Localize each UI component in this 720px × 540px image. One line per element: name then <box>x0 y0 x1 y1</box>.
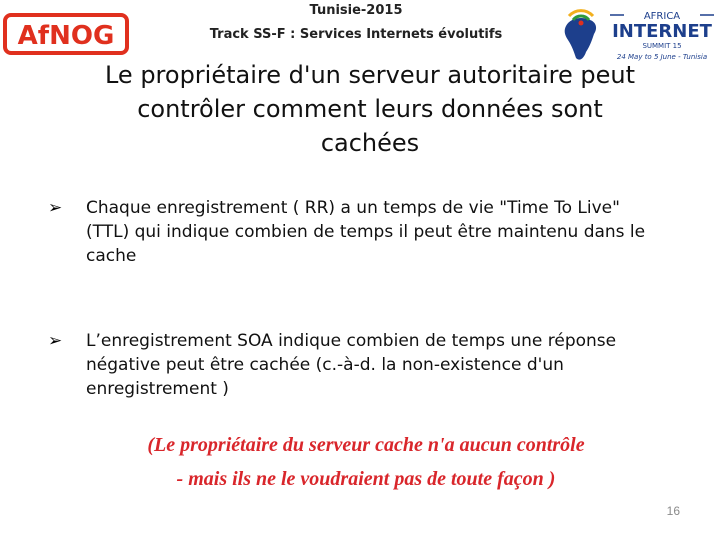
slide-title-line: contrôler comment leurs données sont <box>137 95 603 123</box>
remark-line: (Le propriétaire du serveur cache n'a aucun contrôle <box>147 434 585 456</box>
africa-wifi-icon <box>565 11 596 60</box>
remark-line: - mais ils ne le voudraient pas de toute façon ) <box>176 468 556 490</box>
bullet-item <box>48 329 658 401</box>
remark-note <box>86 428 646 496</box>
arrow-bullet-icon: ➢ <box>48 331 63 351</box>
slide-number: 16 <box>666 504 680 518</box>
bullet-text: L’enregistrement SOA indique combien de temps une réponse négative peut être cachée (c.-à-d. la non-existence d'un enregistrement ) <box>86 331 617 399</box>
summit-edition-text: SUMMIT 15 <box>642 42 682 50</box>
afnog-logo-text: AfNOG <box>17 21 115 51</box>
slide-title <box>60 58 680 160</box>
summit-africa-text: AFRICA <box>643 11 681 22</box>
bullet-item <box>48 196 658 268</box>
slide-title-line: cachées <box>320 129 420 157</box>
slide-header <box>180 2 532 44</box>
afnog-logo <box>3 13 129 55</box>
summit-dates-text: 24 May to 5 June - Tunisia <box>616 53 708 61</box>
summit-internet-text: INTERNET <box>612 21 712 42</box>
arrow-bullet-icon: ➢ <box>48 198 63 218</box>
track-title: Track SS-F : Services Internets évolutifs <box>209 27 503 42</box>
event-title: Tunisie-2015 <box>309 3 403 18</box>
slide-title-line: Le propriétaire d'un serveur autoritaire peut <box>104 61 636 89</box>
bullet-text: Chaque enregistrement ( RR) a un temps de vie "Time To Live" (TTL) qui indique combien de temps il peut être maintenu dans le cache <box>86 198 646 266</box>
